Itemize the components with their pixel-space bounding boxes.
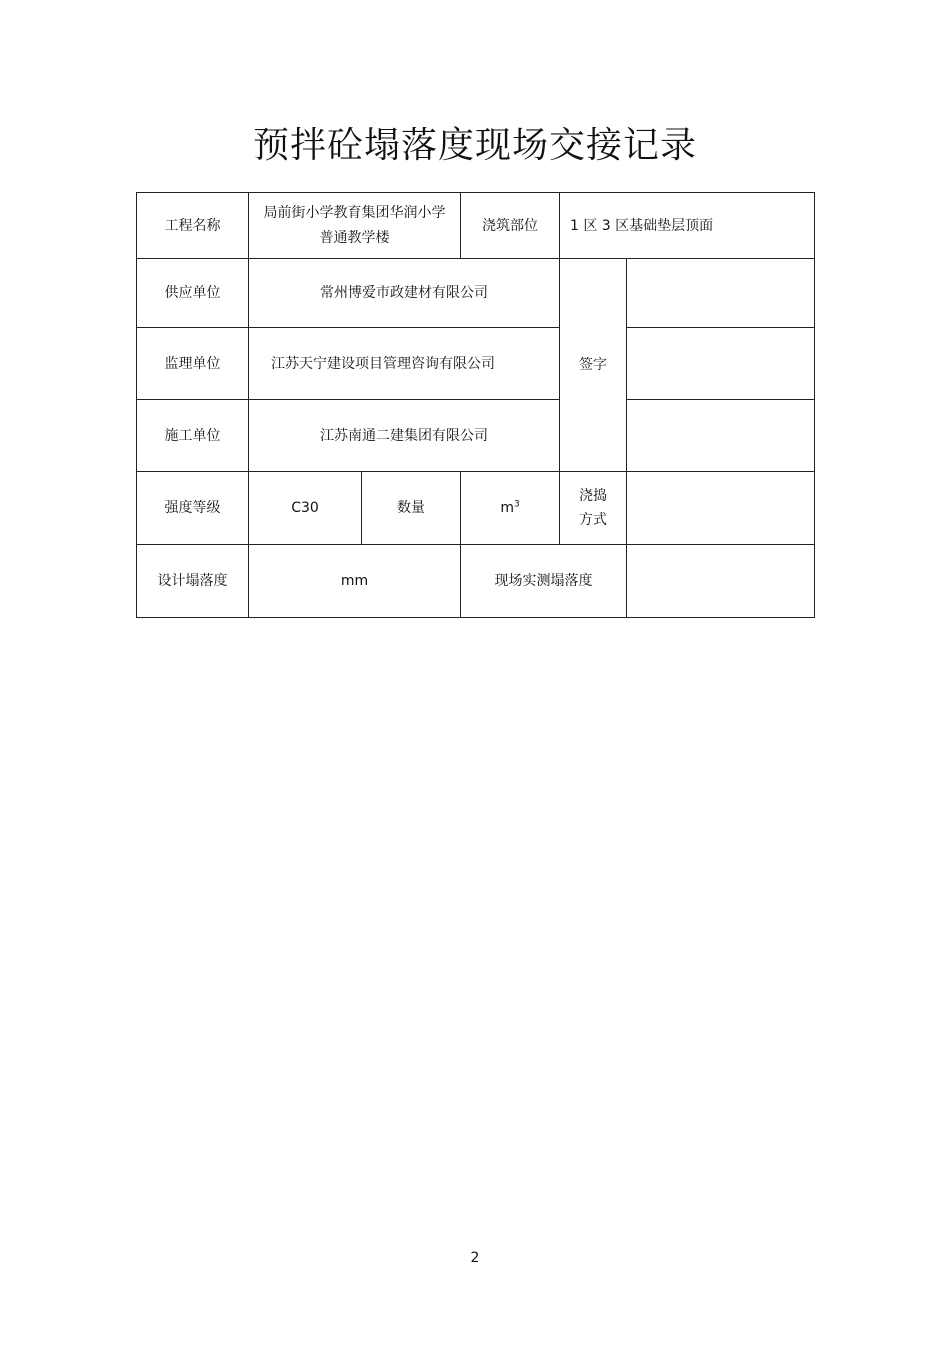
table-row (137, 193, 815, 259)
project-name-label: 工程名称 (137, 193, 249, 259)
supplier-label: 供应单位 (137, 259, 249, 328)
supervisor-signature-cell[interactable] (627, 328, 815, 400)
table-row (137, 259, 815, 328)
contractor-label: 施工单位 (137, 400, 249, 472)
project-name-value: 局前街小学教育集团华润小学普通教学楼 (249, 193, 461, 259)
signature-label: 签字 (560, 259, 627, 472)
measured-slump-value-cell[interactable] (627, 545, 815, 618)
quantity-unit: m (500, 500, 514, 516)
strength-grade-label: 强度等级 (137, 472, 249, 545)
table-row (137, 328, 815, 400)
pour-location-value: 1 区 3 区基础垫层顶面 (560, 193, 815, 259)
quantity-label: 数量 (362, 472, 461, 545)
contractor-value: 江苏南通二建集团有限公司 (249, 400, 560, 472)
strength-grade-value: C30 (249, 472, 362, 545)
pour-location-label: 浇筑部位 (461, 193, 560, 259)
document-title: 预拌砼塌落度现场交接记录 (252, 125, 697, 166)
table-row (137, 545, 815, 618)
supervisor-value: 江苏天宁建设项目管理咨询有限公司 (249, 328, 560, 400)
slump-handover-form (136, 192, 815, 618)
design-slump-unit: mm (249, 545, 461, 618)
pour-method-label: 浇捣方式 (560, 472, 627, 545)
page-number: 2 (470, 1250, 480, 1266)
table-row (137, 400, 815, 472)
supplier-value: 常州博爱市政建材有限公司 (249, 259, 560, 328)
supplier-signature-cell[interactable] (627, 259, 815, 328)
measured-slump-label: 现场实测塌落度 (461, 545, 627, 618)
pour-method-value-cell[interactable] (627, 472, 815, 545)
quantity-unit-exponent: 3 (513, 499, 520, 510)
table-row (137, 472, 815, 545)
contractor-signature-cell[interactable] (627, 400, 815, 472)
supervisor-label: 监理单位 (137, 328, 249, 400)
quantity-unit-cell[interactable] (461, 472, 560, 545)
design-slump-label: 设计塌落度 (137, 545, 249, 618)
